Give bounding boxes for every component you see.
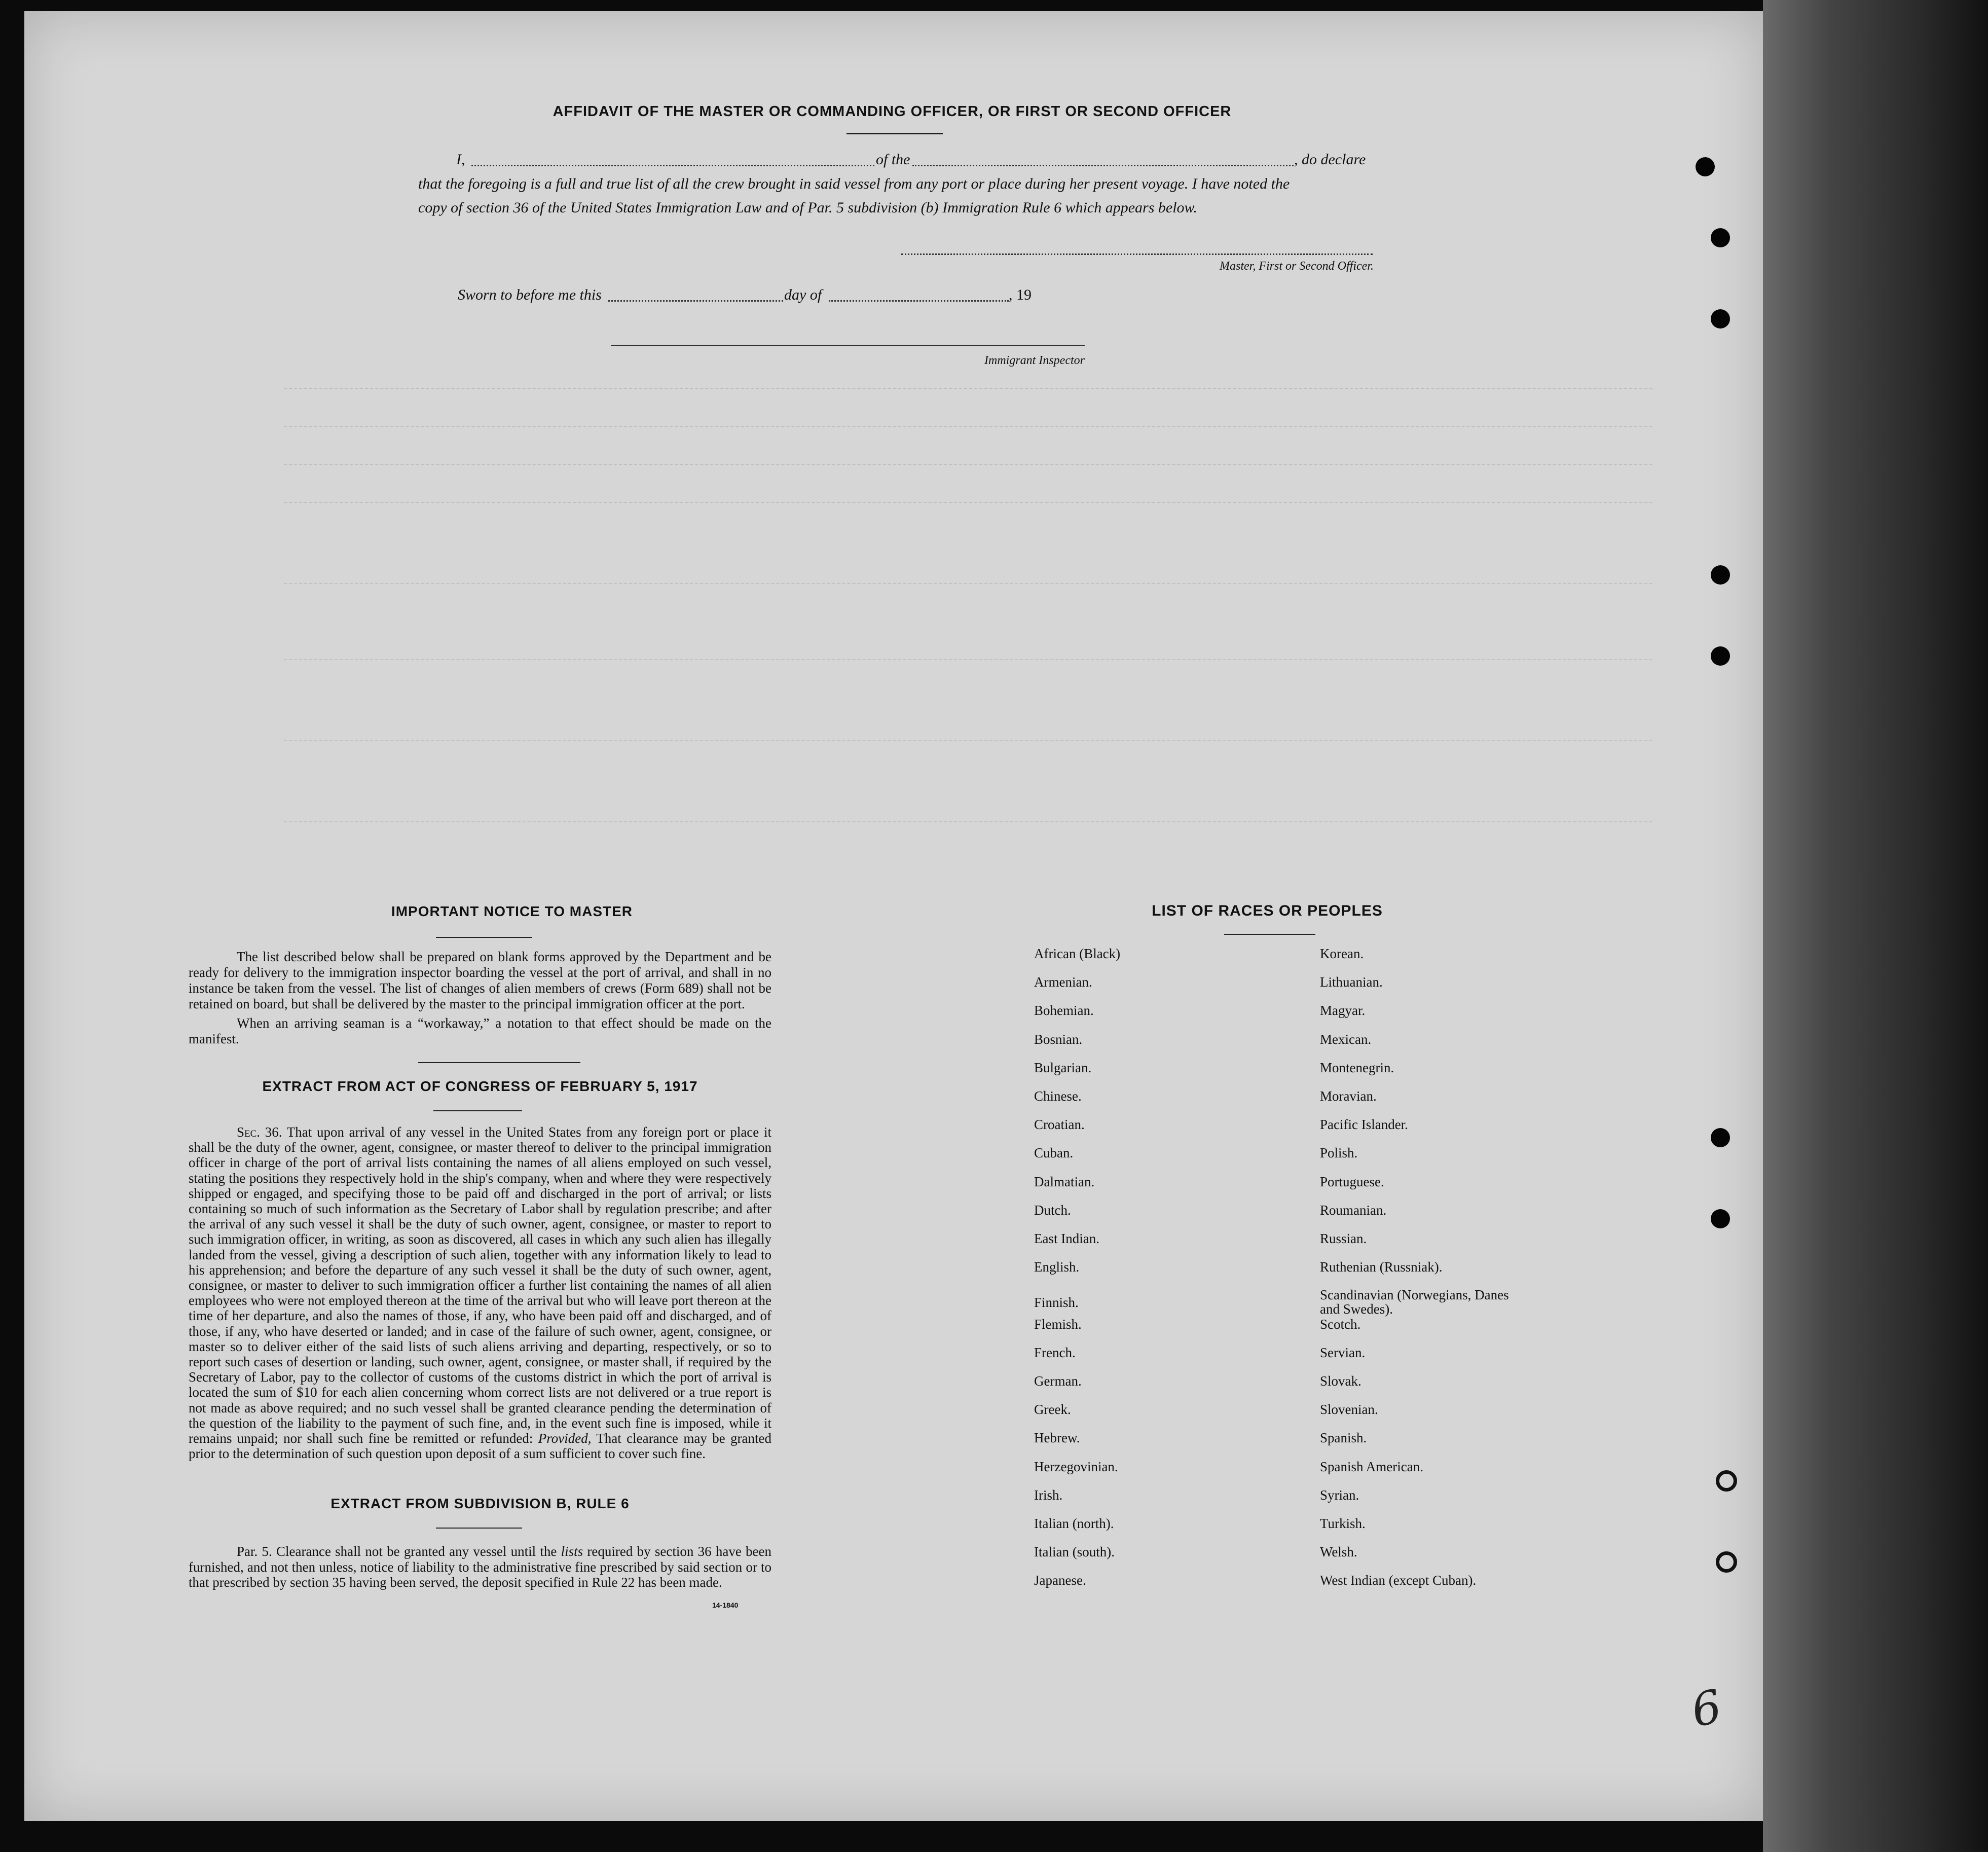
race-item: Italian (north). [1034,1516,1114,1531]
master-name-field[interactable] [471,165,874,166]
race-item: Chinese. [1034,1088,1082,1104]
extract-rule-body [189,1544,771,1590]
form-number: 14-1840 [712,1601,739,1609]
sworn-month-field[interactable] [829,300,1009,302]
race-item: West Indian (except Cuban). [1320,1573,1477,1588]
race-item: Polish. [1320,1145,1358,1161]
race-item: French. [1034,1345,1076,1360]
notice-divider [418,1062,580,1063]
punch-hole-ring-1 [1716,1470,1737,1492]
race-item: Russian. [1320,1231,1367,1246]
race-item: Irish. [1034,1487,1063,1503]
race-item: Italian (south). [1034,1544,1115,1560]
punch-hole-7 [1711,1209,1730,1228]
race-item: Moravian. [1320,1088,1377,1104]
section-36-text: That upon arrival of any vessel in the United States from any foreign port or place it shall be the duty of the owner, agent, consignee, or master thereof to deliver to the principal immigration officer in charge of the port of arrival lists containing the names of all aliens employed on such vessel, stating the positions they respectively hold in the ship's company, when and where they were respectively shipped or engaged, and specifying those to be paid off and discharged in the port of arrival; or lists containing so much of such information as the Secretary of Labor shall by regulation prescribe; and after the arrival of any such vessel it shall be the duty of such owner, agent, consignee, or master to report to such immigration officer, in writing, as soon as discovered, all cases in which any such alien has illegally landed from the vessel, giving a description of such alien, together with any information likely to lead to his apprehension; and before the departure of any such vessel it shall be the duty of such owner, agent, consignee, or master to deliver to such immigration officer a further list containing the names of all alien employees who were not employed thereon at the time of the arrival but who will leave port thereon at the time of her departure, and also the names of those, if any, who have been paid off and discharged, and of those, if any, who have deserted or landed; and in case of the failure of such owner, agent, consignee, or master so to deliver either of the said lists of such aliens arriving and departing, respectively, or so to report such cases of desertion or landing, such owner, agent, consignee, or master shall, if required by the Secretary of Labor, pay to the collector of customs of the customs district in which the port of arrival is located the sum of $10 for each alien concerning whom correct lists are not delivered or a true report is not made as above required; and no such vessel shall be granted clearance pending the determination of the question of the liability to the payment of such fine, and, in the event such fine is imposed, while it remains unpaid; nor shall such fine be remitted or refunded: [189,1124,771,1446]
race-item: Greek. [1034,1402,1071,1418]
extract-act-body [189,1124,771,1461]
race-item: Korean. [1320,946,1364,961]
race-item: Servian. [1320,1345,1366,1360]
race-item: Bosnian. [1034,1031,1083,1047]
race-item: Mexican. [1320,1031,1372,1047]
affidavit-i-label: I, [456,151,465,168]
notice-title-rule [436,937,532,938]
affidavit-of-label: of the [876,151,910,168]
notice-para-2-text: When an arriving seaman is a “workaway,” a notation to that effect should be made on the manifest. [189,1015,771,1046]
race-item: Japanese. [1034,1573,1086,1588]
rule-par-5-text-end: required by section 36 have been furnished, and not then unless, notice of liability to the administrative fine prescribed by said section or to that prescribed by section 35 having been served, the deposit specified in Rule 22 has been made. [189,1544,772,1590]
race-item: Armenian. [1034,974,1092,990]
race-item: Magyar. [1320,1003,1366,1019]
race-item: German. [1034,1373,1082,1389]
punch-hole-3 [1711,309,1730,329]
race-item: Flemish. [1034,1316,1082,1332]
race-item: Welsh. [1320,1544,1357,1560]
race-item: Portuguese. [1320,1174,1384,1189]
notice-paragraph-1 [189,949,771,1012]
races-title-rule [1224,934,1315,935]
rule-par-5-text: Par. 5. Clearance shall not be granted any vessel until the [237,1544,557,1559]
punch-hole-1 [1696,157,1715,176]
sworn-day-of-label: day of [784,286,822,303]
race-item: Montenegrin. [1320,1060,1394,1075]
section-36-label: Sec. 36. [237,1124,282,1140]
race-item: Roumanian. [1320,1202,1387,1218]
race-item: Scandinavian (Norwegians, Danes and Swedes). [1320,1287,1509,1317]
sworn-year-label: , 19 [1009,286,1032,303]
handwritten-margin-number: 6 [1686,1680,1726,1738]
race-item: Herzegovinian. [1034,1459,1118,1474]
inspector-caption: Immigrant Inspector [984,354,1085,367]
race-item: English. [1034,1259,1080,1275]
vessel-name-field[interactable] [912,165,1294,166]
race-item: Syrian. [1320,1487,1359,1503]
notice-title: IMPORTANT NOTICE TO MASTER [391,903,633,919]
affidavit-title: AFFIDAVIT OF THE MASTER OR COMMANDING OFFICER, OR FIRST OR SECOND OFFICER [553,103,1232,120]
affidavit-line-2: that the foregoing is a full and true list of all the crew brought in said vessel from any port or place during her present voyage. I have noted the [418,175,1290,192]
race-item: Scotch. [1320,1316,1361,1332]
race-item: Cuban. [1034,1145,1074,1161]
inspector-signature-field[interactable] [611,345,1085,346]
sworn-label: Sworn to before me this [458,286,602,303]
race-item: Pacific Islander. [1320,1117,1408,1133]
extract-act-title-rule [433,1110,522,1111]
race-item: African (Black) [1034,946,1121,961]
punch-hole-6 [1711,1128,1730,1147]
race-item: Hebrew. [1034,1430,1080,1446]
affidavit-title-rule [846,133,943,134]
provided-word: Provided, [538,1431,592,1446]
race-item: Turkish. [1320,1516,1366,1531]
race-item: Bohemian. [1034,1003,1094,1019]
master-signature-field[interactable] [901,253,1373,255]
race-item: Dalmatian. [1034,1174,1095,1189]
sworn-day-field[interactable] [608,300,783,302]
race-item: Slovak. [1320,1373,1361,1389]
race-item: Slovenian. [1320,1402,1378,1418]
race-item: Lithuanian. [1320,974,1383,990]
punch-hole-2 [1711,228,1730,247]
race-item: Bulgarian. [1034,1060,1092,1075]
race-item: Dutch. [1034,1202,1071,1218]
extract-rule-title: EXTRACT FROM SUBDIVISION B, RULE 6 [330,1496,630,1511]
race-item: Croatian. [1034,1117,1085,1133]
notice-para-1-text: The list described below shall be prepared on blank forms approved by the Department and be ready for delivery to the immigration inspector boarding the vessel at the port of arrival, and shall in no instance be taken from the vessel. The list of changes of alien members of crews (Form 689) shall not be retained on board, but shall be delivered by the master to the principal immigration officer at the port. [189,949,771,1011]
punch-hole-ring-2 [1716,1551,1737,1573]
races-title: LIST OF RACES OR PEOPLES [1152,902,1383,919]
punch-hole-5 [1711,646,1730,666]
race-item: Spanish American. [1320,1459,1423,1474]
extract-rule-title-rule [436,1528,522,1529]
race-item: Finnish. [1034,1295,1079,1311]
affidavit-declare-label: , do declare [1294,151,1366,168]
page-edge-shadow [1763,0,1988,1852]
race-item: Ruthenian (Russniak). [1320,1259,1443,1275]
master-signature-caption: Master, First or Second Officer. [1220,260,1374,273]
lists-word: lists [561,1544,583,1559]
notice-paragraph-2 [189,1015,771,1047]
section-36-text-end: That clearance may be granted prior to the determination of such question upon deposit of a sum sufficient to cover such fine. [189,1431,771,1462]
punch-hole-4 [1711,565,1730,585]
extract-act-title: EXTRACT FROM ACT OF CONGRESS OF FEBRUARY 5, 1917 [262,1078,698,1094]
affidavit-line-3: copy of section 36 of the United States Immigration Law and of Par. 5 subdivision (b) Immigration Rule 6 which appears below. [418,199,1197,216]
race-item: East Indian. [1034,1231,1099,1246]
race-item: Spanish. [1320,1430,1367,1446]
